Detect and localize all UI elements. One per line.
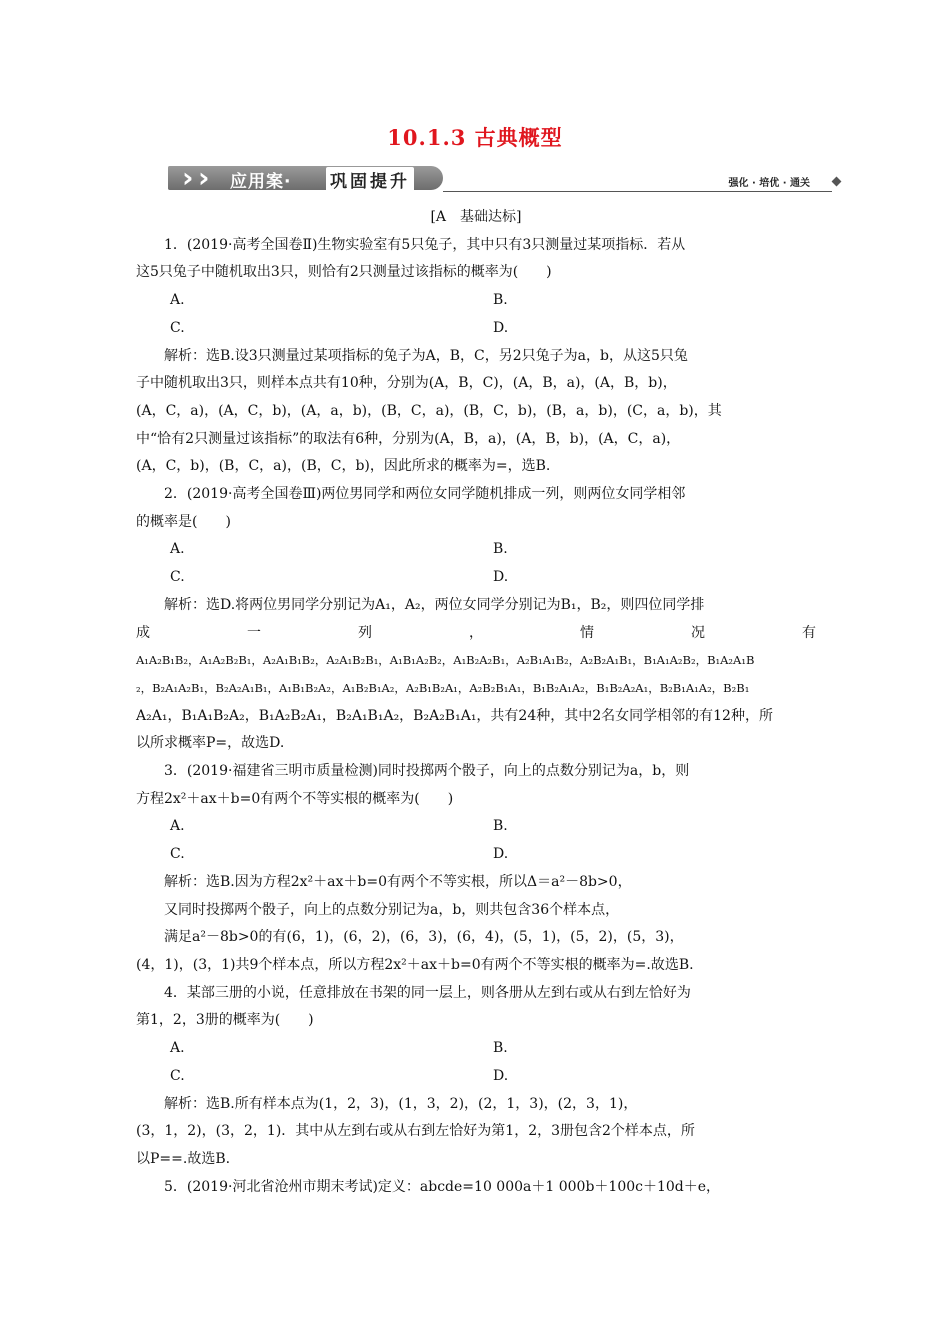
q1-stem-line1: 1．(2019·高考全国卷Ⅱ)生物实验室有5只兔子，其中只有3只测量过某项指标．若从 — [164, 236, 686, 253]
q1-options-cd — [136, 315, 816, 343]
q3-answer-line3: 满足a²－8b>0的有(6，1)，(6，2)，(6，3)，(6，4)，(5，1)，(5，2)，(5，3)， — [164, 929, 684, 946]
q2-answer-line5: A₂A₁，B₁A₁B₂A₂，B₁A₂B₂A₁，B₂A₁B₁A₂，B₂A₂B₁A₁，共有24种，其中2名女同学相邻的有12种，所 — [136, 707, 773, 724]
q3-option-a: A. — [170, 818, 185, 835]
q2-answer-line2 — [136, 620, 816, 648]
q2-options-cd — [136, 564, 816, 592]
q2-option-a: A. — [170, 541, 185, 558]
q1-stem-line2: 这5只兔子中随机取出3只，则恰有2只测量过该指标的概率为( ) — [136, 264, 552, 281]
q3-answer-line4: (4，1)，(3，1)共9个样本点，所以方程2x²＋ax＋b=0有两个不等实根的概率为=.故选B. — [136, 956, 694, 973]
banner-rule — [443, 191, 832, 192]
q1-option-d: D. — [493, 319, 509, 336]
q1-options-ab — [136, 287, 816, 315]
q4-answer-line1: 解析：选B.所有样本点为(1，2，3)，(1，3，2)，(2，1，3)，(2，3，1)， — [164, 1095, 638, 1112]
q2-option-d: D. — [493, 569, 509, 586]
q2-spread-char: 有 — [802, 624, 816, 641]
q5-stem-line1: 5．(2019·河北省沧州市期末考试)定义：abcde=10 000a＋1 000b＋100c＋10d＋e， — [164, 1178, 721, 1195]
banner-dot: · — [284, 172, 292, 192]
banner-label-left-text: 应用案 — [230, 172, 284, 192]
q2-spread-char: 成 — [136, 624, 150, 641]
q4-options-cd — [136, 1063, 816, 1091]
q2-spread-char: ， — [469, 624, 483, 641]
q2-option-b: B. — [493, 541, 508, 558]
q3-answer-line2: 又同时投掷两个骰子，向上的点数分别记为a，b，则共包含36个样本点， — [164, 901, 620, 918]
q2-stem-line1: 2．(2019·高考全国卷Ⅲ)两位男同学和两位女同学随机排成一列，则两位女同学相邻 — [164, 486, 686, 503]
q2-answer-line4: ₂，B₂A₁A₂B₁，B₂A₂A₁B₁，A₁B₁B₂A₂，A₁B₂B₁A₂，A₂B₁B₂A₁，A₂B₂B₁A₁，B₁B₂A₁A₂，B₁B₂A₂A₁，B₂B₁A₁A₂，B₂B₁ — [136, 680, 750, 695]
section-heading: [A 基础达标] — [430, 209, 522, 225]
q3-option-c: C. — [170, 846, 185, 863]
q3-answer-line1: 解析：选B.因为方程2x²＋ax＋b=0有两个不等实根，所以Δ＝a²－8b>0， — [164, 873, 632, 890]
diamond-icon — [832, 177, 842, 187]
q1-option-a: A. — [170, 292, 185, 309]
q3-stem-line1: 3．(2019·福建省三明市质量检测)同时投掷两个骰子，向上的点数分别记为a，b，则 — [164, 763, 690, 780]
page-title: 10.1.3 古典概型 — [387, 125, 563, 150]
section-banner — [168, 161, 840, 194]
q1-answer-line4: 中“恰有2只测量过该指标”的取法有6种，分别为(A，B，a)，(A，B，b)，(A，C，a)， — [136, 430, 681, 447]
q4-option-b: B. — [493, 1040, 508, 1057]
chevron-right-icon: › — [182, 161, 194, 194]
q3-options-ab — [136, 813, 816, 841]
q1-option-c: C. — [170, 319, 185, 336]
banner-tag: 强化 · 培优 · 通关 — [728, 178, 810, 189]
banner-label-right: 巩固提升 — [326, 167, 414, 192]
q4-stem-line1: 4．某部三册的小说，任意排放在书架的同一层上，则各册从左到右或从右到左恰好为 — [164, 984, 691, 1001]
q2-spread-char: 况 — [691, 624, 705, 641]
document-body — [136, 204, 816, 1201]
chevron-right-icon: › — [198, 161, 210, 194]
q2-spread-char: 情 — [580, 624, 594, 641]
q2-option-c: C. — [170, 569, 185, 586]
q4-options-ab — [136, 1035, 816, 1063]
q4-answer-line2: (3，1，2)，(3，2，1)．其中从左到右或从右到左恰好为第1，2，3册包含2个样本点，所 — [136, 1123, 695, 1140]
banner-label-left — [230, 167, 291, 192]
q2-spread-char: 列 — [358, 624, 372, 641]
q3-stem-line2: 方程2x²＋ax＋b=0有两个不等实根的概率为( ) — [136, 790, 454, 807]
q4-option-a: A. — [170, 1040, 185, 1057]
q2-options-ab — [136, 536, 816, 564]
q1-answer-line3: (A，C，a)，(A，C，b)，(A，a，b)，(B，C，a)，(B，C，b)，(B，a，b)，(C，a，b)，其 — [136, 402, 722, 419]
q1-answer-line2: 子中随机取出3只，则样本点共有10种，分别为(A，B，C)，(A，B，a)，(A，B，b)， — [136, 375, 677, 392]
q3-options-cd — [136, 841, 816, 869]
q1-option-b: B. — [493, 292, 508, 309]
q4-answer-line3: 以P==.故选B. — [136, 1150, 231, 1167]
q1-answer-line1: 解析：选B.设3只测量过某项指标的兔子为A，B，C，另2只兔子为a，b，从这5只兔 — [164, 347, 688, 364]
q2-answer-line1: 解析：选D.将两位男同学分别记为A₁，A₂，两位女同学分别记为B₁，B₂，则四位同学排 — [164, 596, 705, 613]
q1-answer-line5: (A，C，b)，(B，C，a)，(B，C，b)，因此所求的概率为=，选B. — [136, 458, 551, 475]
q2-answer-line6: 以所求概率P=，故选D. — [136, 735, 285, 752]
q4-option-d: D. — [493, 1067, 509, 1084]
q2-stem-line2: 的概率是( ) — [136, 513, 231, 530]
q2-answer-line3: A₁A₂B₁B₂，A₁A₂B₂B₁，A₂A₁B₁B₂，A₂A₁B₂B₁，A₁B₁A₂B₂，A₁B₂A₂B₁，A₂B₁A₁B₂，A₂B₂A₁B₁，B₁A₁A₂B₂，B₁A₂A₁B — [136, 653, 755, 668]
q4-option-c: C. — [170, 1067, 185, 1084]
q4-stem-line2: 第1，2，3册的概率为( ) — [136, 1012, 314, 1029]
q3-option-b: B. — [493, 818, 508, 835]
q2-spread-char: 一 — [247, 624, 261, 641]
q3-option-d: D. — [493, 846, 509, 863]
